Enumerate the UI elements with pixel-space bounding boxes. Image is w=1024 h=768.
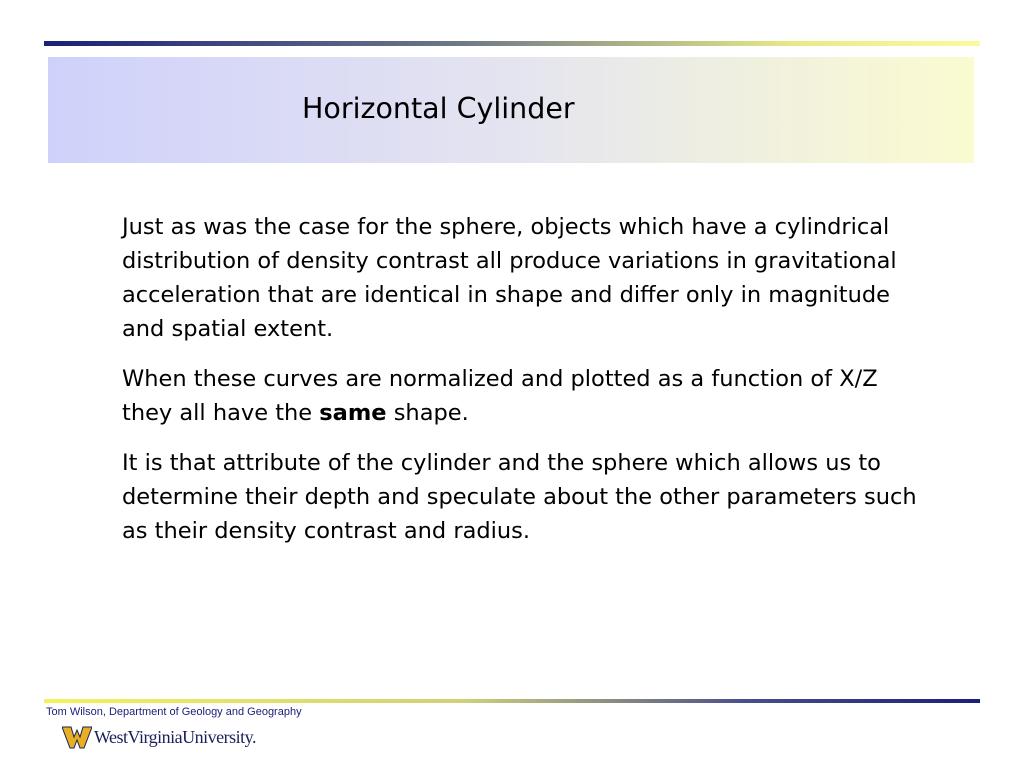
paragraph-2 (122, 362, 932, 430)
footer-credit: Tom Wilson, Department of Geology and Geography (46, 706, 302, 718)
bottom-rule (44, 699, 980, 703)
top-rule (44, 41, 980, 46)
paragraph-3: It is that attribute of the cylinder and the sphere which allows us to determine their depth and speculate about the other parameters such as their density contrast and radius. (122, 450, 917, 544)
emphasis-same: same (319, 400, 387, 426)
wvu-logo (62, 722, 256, 752)
logo-wordmark: WestVirginiaUniversity. (94, 726, 256, 747)
slide-title: Horizontal Cylinder (302, 92, 575, 125)
paragraph-1: Just as was the case for the sphere, objects which have a cylindrical distribution of density contrast all produce variations in gravitational acceleration that are identical in shape and differ only in magnitude and spatial extent. (122, 214, 897, 342)
flying-wv-icon (62, 724, 92, 750)
paragraph-2-text-after: shape. (386, 400, 469, 426)
slide-body (122, 210, 932, 564)
paragraph-2-text-before: When these curves are normalized and plotted as a function of X/Z they all have the (122, 366, 878, 426)
